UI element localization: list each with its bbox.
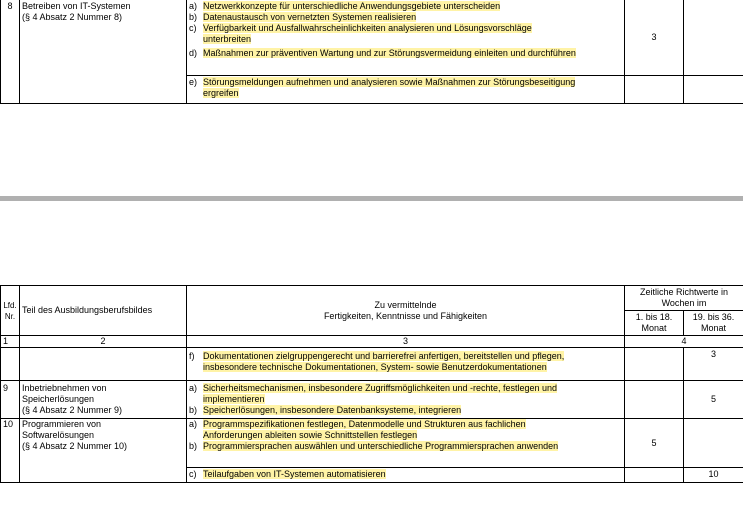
list-item: f) Dokumentationen zielgruppengerecht und barrierefrei anfertigen, bereitstellen und pflegen, insbesondere technische Dokumentationen, System- sowie Benutzerdokumentationen bbox=[189, 351, 565, 372]
teil-line: (§ 4 Absatz 2 Nummer 10) bbox=[22, 441, 128, 451]
row-f-weeks-1 bbox=[625, 348, 684, 381]
row-9-weeks-1 bbox=[625, 381, 684, 419]
header-teil: Teil des Ausbildungsberufsbildes bbox=[20, 286, 187, 336]
row-8-item-e bbox=[187, 76, 625, 104]
list-item: c) Verfügbarkeit und Ausfallwahrscheinlichkeiten analysieren und Lösungsvorschläge unterbreiten bbox=[189, 23, 532, 44]
row-9-weeks-2: 5 bbox=[684, 381, 743, 419]
header-zu: Zu vermittelnde bbox=[374, 299, 437, 310]
header-lfd: Lfd. Nr. bbox=[1, 286, 20, 336]
row-9-teil bbox=[20, 381, 187, 419]
header-fertigkeiten bbox=[187, 286, 625, 336]
teil-line: (§ 4 Absatz 2 Nummer 9) bbox=[22, 405, 123, 415]
colnum-2: 2 bbox=[20, 336, 187, 348]
row-8-items bbox=[187, 0, 625, 76]
list-item: d) Maßnahmen zur präventiven Wartung und zur Störungsvermeidung einleiten und durchführen bbox=[189, 48, 576, 58]
colnum-3: 3 bbox=[187, 336, 625, 348]
list-item: e) Störungsmeldungen aufnehmen und analysieren sowie Maßnahmen zur Störungsbeseitigung ergreifen bbox=[189, 77, 576, 98]
teil-line: Programmieren von bbox=[22, 419, 102, 429]
colnum-1: 1 bbox=[1, 336, 20, 348]
row-f-nr bbox=[1, 348, 20, 381]
list-item: a) Programmspezifikationen festlegen, Datenmodelle und Strukturen aus fachlichen Anforderungen ableiten sowie Schnittstellen festlegen bbox=[189, 419, 526, 440]
row-f-teil bbox=[20, 348, 187, 381]
list-item: a) Netzwerkkonzepte für unterschiedliche Anwendungsgebiete unterscheiden bbox=[189, 1, 501, 11]
list-item: c) Teilaufgaben von IT-Systemen automatisieren bbox=[189, 469, 386, 479]
row-8-weeks-2 bbox=[684, 0, 743, 76]
row-9-items bbox=[187, 381, 625, 419]
row-10-weeks-1: 5 bbox=[625, 419, 684, 468]
teil-line: Betreiben von IT-Systemen bbox=[22, 1, 131, 11]
teil-line: Inbetriebnehmen von bbox=[22, 383, 107, 393]
header-fert: Fertigkeiten, Kenntnisse und Fähigkeiten bbox=[323, 310, 488, 321]
row-8-e-weeks-1 bbox=[625, 76, 684, 104]
row-8-nr: 8 bbox=[1, 0, 20, 104]
list-item: a) Sicherheitsmechanismen, insbesondere Zugriffsmöglichkeiten und -rechte, festlegen und implementieren bbox=[189, 383, 558, 404]
header-zeit: Zeitliche Richtwerte in Wochen im bbox=[625, 286, 743, 311]
row-10-c-weeks-1 bbox=[625, 468, 684, 483]
row-10-items bbox=[187, 419, 625, 468]
row-10-weeks-2 bbox=[684, 419, 743, 468]
row-8-teil bbox=[20, 0, 187, 104]
row-f-item bbox=[187, 348, 625, 381]
teil-line: (§ 4 Absatz 2 Nummer 8) bbox=[22, 12, 123, 22]
bottom-table bbox=[0, 285, 743, 483]
row-10-c-weeks-2: 10 bbox=[684, 468, 743, 483]
row-8-e-weeks-2 bbox=[684, 76, 743, 104]
list-item: b) Datenaustausch von vernetzten Systemen realisieren bbox=[189, 12, 417, 22]
teil-line: Speicherlösungen bbox=[22, 394, 95, 404]
row-10-teil bbox=[20, 419, 187, 483]
row-8-weeks-1: 3 bbox=[625, 0, 684, 76]
list-item: b) Programmiersprachen auswählen und unterschiedliche Programmiersprachen anwenden bbox=[189, 441, 559, 451]
header-col1: 1. bis 18. Monat bbox=[625, 311, 684, 336]
row-10-item-c bbox=[187, 468, 625, 483]
row-f-weeks-2: 3 bbox=[684, 348, 743, 381]
teil-line: Softwarelösungen bbox=[22, 430, 95, 440]
top-table bbox=[0, 0, 743, 104]
colnum-4: 4 bbox=[625, 336, 743, 348]
row-10-nr: 10 bbox=[1, 419, 20, 483]
list-item: b) Speicherlösungen, insbesondere Datenbanksysteme, integrieren bbox=[189, 405, 462, 415]
page-separator bbox=[0, 196, 743, 201]
header-col2: 19. bis 36. Monat bbox=[684, 311, 743, 336]
row-9-nr: 9 bbox=[1, 381, 20, 419]
